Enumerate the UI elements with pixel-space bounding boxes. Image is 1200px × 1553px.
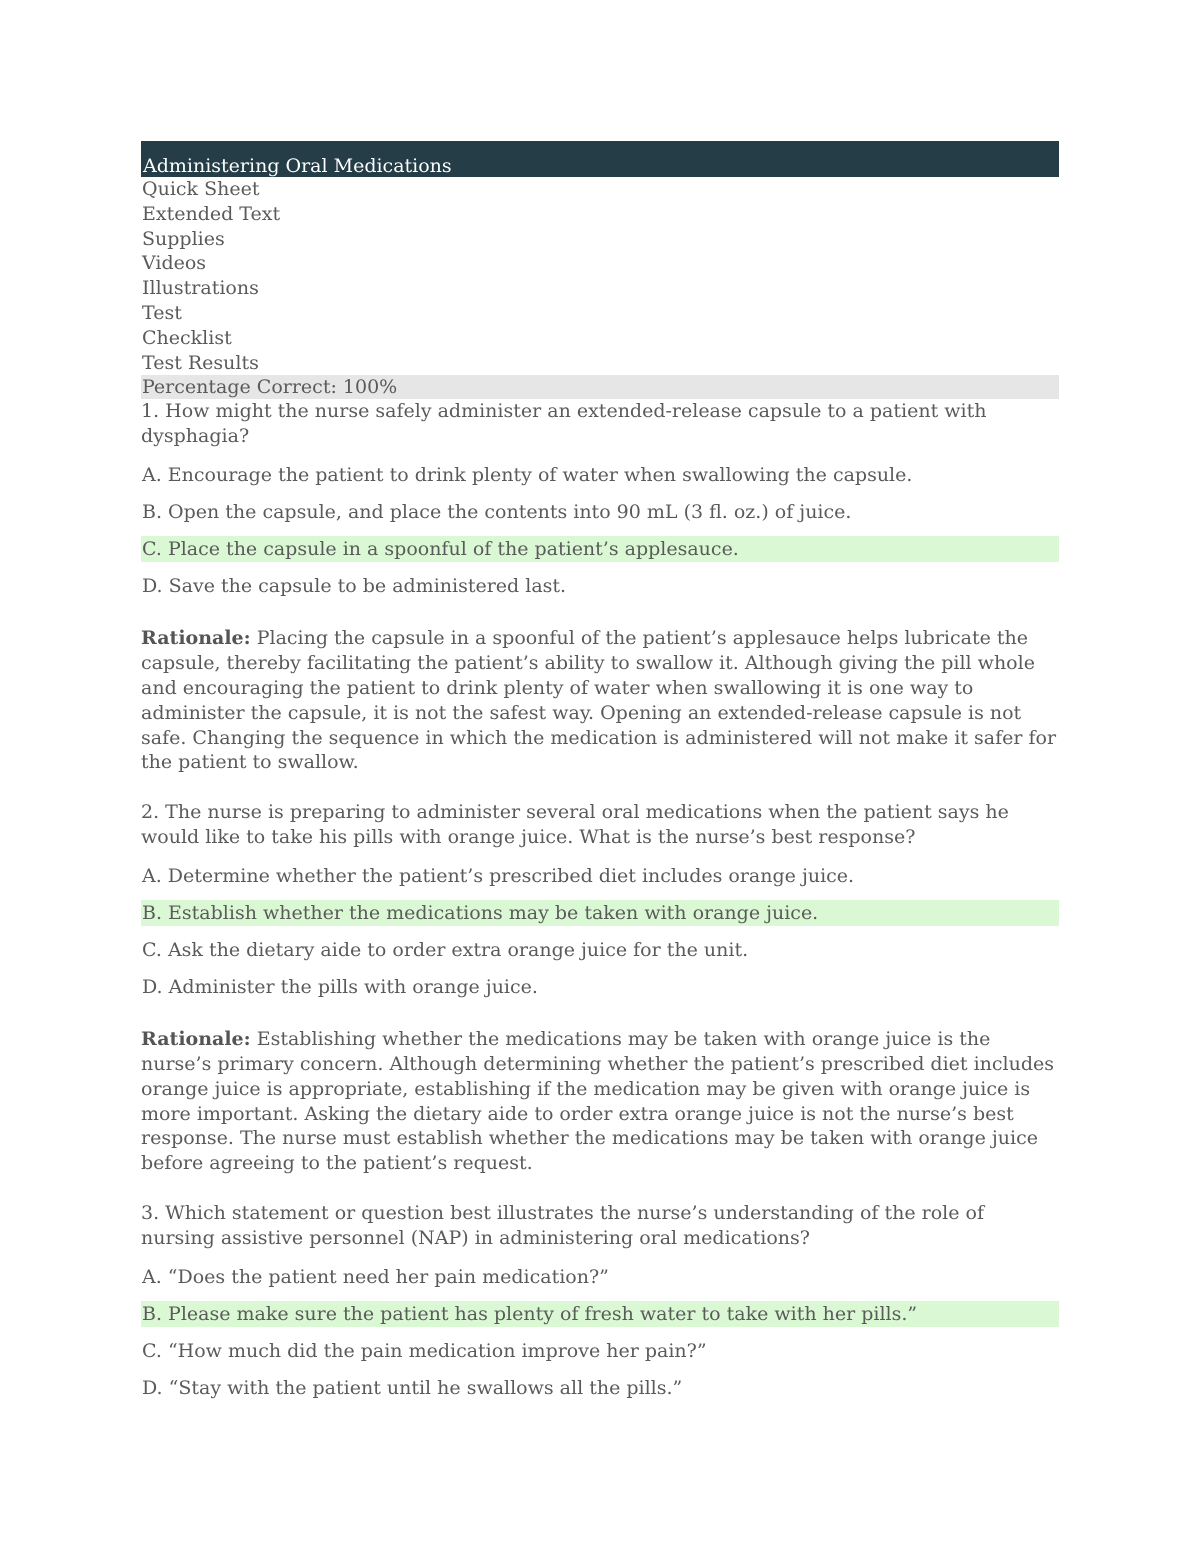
rationale-text: Placing the capsule in a spoonful of the patient’s applesauce helps lubricate the capsule, thereby facilitating the patient’s ability to swallow it. Although giving the pill whole and encouraging the patient to drink plenty of water when swallowing it is one way to administer the capsule, it is not the safest way. Opening an extended-release capsule is not safe. Changing the sequence in which the medication is administered will not make it safer for the patient to swallow. <box>141 627 1057 774</box>
page-title: Administering Oral Medications <box>141 141 1059 177</box>
rationale <box>141 626 1059 775</box>
nav-item-quick-sheet[interactable]: Quick Sheet <box>142 178 260 200</box>
rationale-text: Establishing whether the medications may be taken with orange juice is the nurse’s primary concern. Although determining whether the patient’s prescribed diet includes orange juice is appropriate, establishing if the medication may be given with orange juice is more important. Asking the dietary aide to order extra orange juice is not the nurse’s best response. The nurse must establish whether the medications may be taken with orange juice before agreeing to the patient’s request. <box>141 1028 1055 1175</box>
answer-choice: A. “Does the patient need her pain medication?” <box>142 1265 609 1288</box>
document-page <box>141 141 1059 1412</box>
nav-item-videos[interactable]: Videos <box>142 252 207 275</box>
nav-item-checklist[interactable]: Checklist <box>142 326 232 349</box>
question-2 <box>141 800 1059 1176</box>
nav-item-supplies[interactable]: Supplies <box>142 227 225 250</box>
answer-choice: A. Determine whether the patient’s prescribed diet includes orange juice. <box>142 865 855 888</box>
answer-choice: D. “Stay with the patient until he swallows all the pills.” <box>142 1376 683 1399</box>
answer-choice-correct: B. Please make sure the patient has plenty of fresh water to take with her pills.” <box>141 1301 1059 1327</box>
answer-choice: C. Ask the dietary aide to order extra orange juice for the unit. <box>142 939 749 962</box>
question-stem: 1. How might the nurse safely administer an extended-release capsule to a patient with dysphagia? <box>141 400 987 448</box>
rationale-label: Rationale: <box>141 627 251 650</box>
nav-item-test-results[interactable]: Test Results <box>142 351 259 374</box>
answer-choice-correct: B. Establish whether the medications may be taken with orange juice. <box>141 900 1059 926</box>
answer-choice: A. Encourage the patient to drink plenty of water when swallowing the capsule. <box>142 464 913 487</box>
answer-choice: B. Open the capsule, and place the contents into 90 mL (3 fl. oz.) of juice. <box>142 501 852 524</box>
nav-item-illustrations[interactable]: Illustrations <box>142 277 259 300</box>
rationale-label: Rationale: <box>141 1028 251 1051</box>
answer-choice: D. Administer the pills with orange juice. <box>142 976 538 999</box>
question-stem: 2. The nurse is preparing to administer several oral medications when the patient says he would like to take his pills with orange juice. What is the nurse’s best response? <box>141 801 1009 849</box>
answer-choice-correct: C. Place the capsule in a spoonful of the patient’s applesauce. <box>141 536 1059 562</box>
answer-choice: C. “How much did the pain medication improve her pain?” <box>142 1339 707 1362</box>
nav-item-extended-text[interactable]: Extended Text <box>142 202 281 225</box>
score-banner: Percentage Correct: 100% <box>141 375 1059 399</box>
question-stem: 3. Which statement or question best illustrates the nurse’s understanding of the role of nursing assistive personnel (NAP) in administering oral medications? <box>141 1201 984 1249</box>
question-3 <box>141 1201 1059 1401</box>
section-nav <box>141 177 1059 375</box>
nav-item-test[interactable]: Test <box>142 301 182 324</box>
answer-choice: D. Save the capsule to be administered last. <box>142 575 567 598</box>
rationale <box>141 1027 1059 1176</box>
question-1 <box>141 399 1059 775</box>
